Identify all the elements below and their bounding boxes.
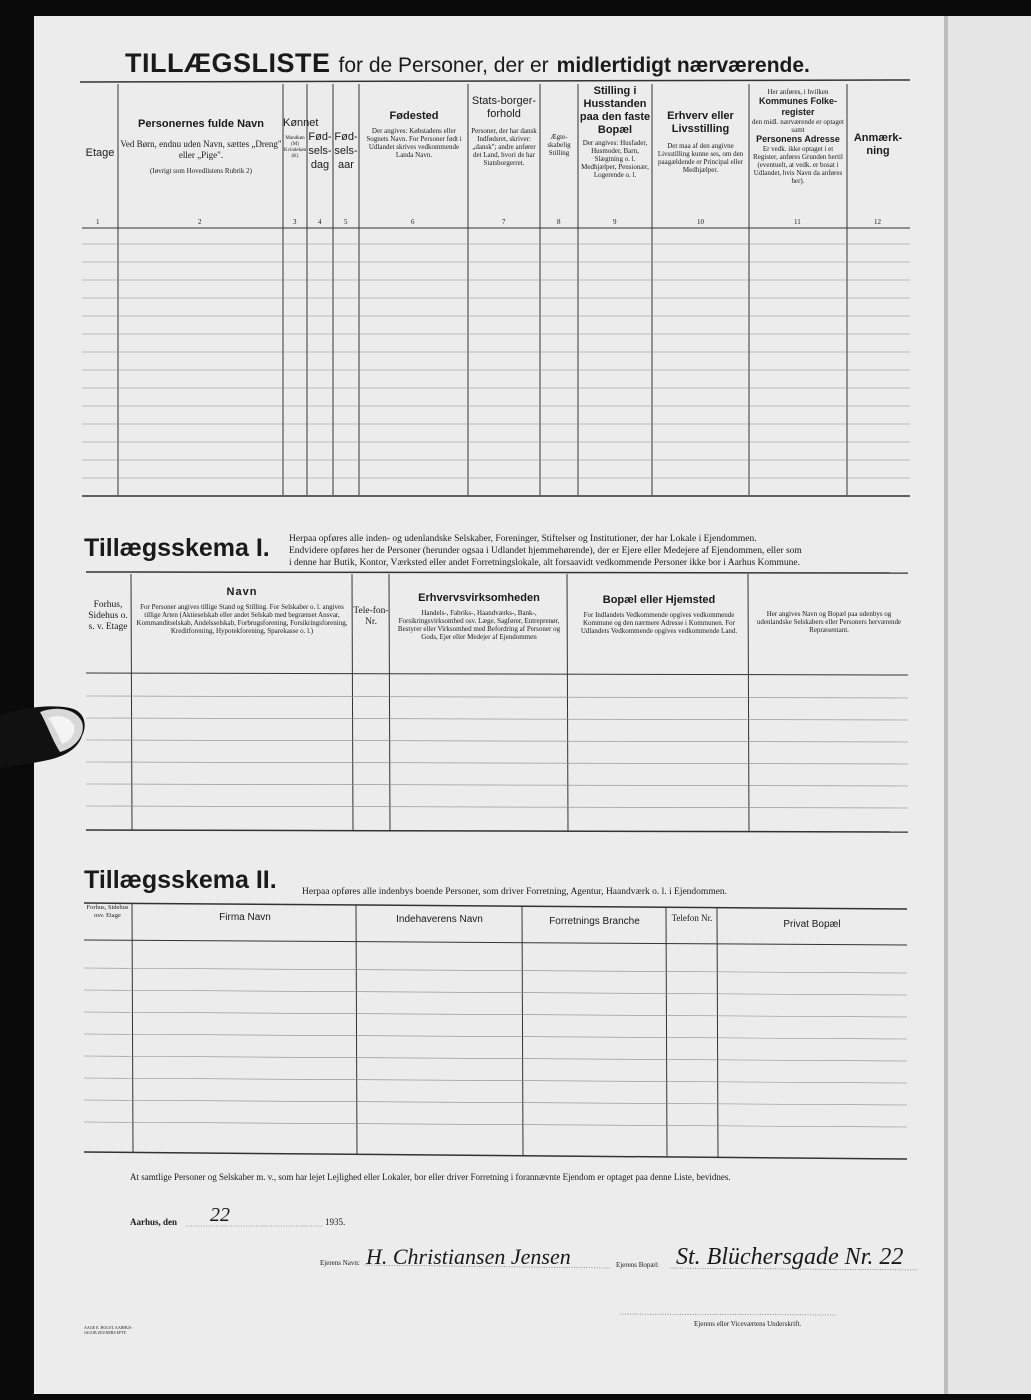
col-number: 2 [198, 218, 202, 226]
main-title [125, 48, 810, 79]
col-number: 12 [874, 218, 881, 226]
section-2-title: Tillægsskema II. [84, 866, 277, 894]
s1-col-etage: Forhus, Sidehus o. s. v. Etage [88, 600, 128, 632]
date-label: Aarhus, den [130, 1217, 178, 1227]
owner-address-label: Ejerens Bopæl: [616, 1261, 659, 1269]
printer-imprint: AAGE E. HOLST, AARHUS · JACOB ZEUNERS EFTF. [84, 1325, 134, 1335]
col-number: 5 [344, 218, 348, 226]
thumb-holding-page [0, 700, 88, 770]
col-number: 1 [96, 218, 100, 226]
col-fodselsdag: Fød-sels-dag [308, 131, 332, 171]
s2-col-bopael: Privat Bopæl [783, 919, 841, 930]
col-number: 4 [318, 218, 322, 226]
section-1-title: Tillægsskema I. [84, 534, 270, 562]
s2-col-branche: Forretnings Branche [549, 916, 640, 927]
col-adresse: Her anføres, i hvilken Kommunes Folke-register den midl. nærværende er optaget samt Personens Adresse Er vedk. ikke optaget i et Register, anføres Grunden hertil (eventuelt, at vedk. er bosat i Udlandet, hvis Navn da anføres her). [752, 88, 844, 185]
signature-label: Ejerens eller Viceværtens Underskrift. [694, 1320, 802, 1328]
attestation-text: At samtlige Personer og Selskaber m. v., som har lejet Lejlighed eller Lokaler, bor eller driver Forretning i forannævnte Ejendom er optaget paa denne Liste, bevidnes. [130, 1172, 731, 1182]
section-1-intro: Herpaa opføres alle inden- og udenlandske Selskaber, Foreninger, Stiftelser og Institutioner, der har Lokale i Ejendommen. Endvidere opføres her de Personer (herunder ogsaa i Udlandet hjemmehørende), der er Ejere eller Medejere af Ejendommen, eller som i denne har Butik, Kontor, Værksted eller andet Forretningslokale, alt forsaavidt vedkommende Personer ikke bor i Aarhus Kommune. [289, 534, 802, 568]
s1-col-erhverv: Erhvervsvirksomheden Handels-, Fabriks-, Haandværks-, Bank-, Forsikringsvirksomhed osv. Læge, Sagfører, Entreprenør, Bestyrer eller Virksomhed med Befordring af Personer og Gods, Ejer eller Medejer af Ejendommen [397, 592, 561, 641]
s2-col-etage: Forhus, Sidehus osv. Etage [86, 904, 129, 919]
main-title-bold: TILLÆGSLISTE [125, 48, 331, 78]
col-number: 6 [411, 218, 415, 226]
col-number: 8 [557, 218, 561, 226]
main-title-end: midlertidigt nærværende. [556, 54, 810, 77]
col-navn: Personernes fulde Navn Ved Børn, endnu uden Navn, sættes „Dreng" eller „Pige". (Iøvrigt som Hovedlistens Rubrik 2) [120, 118, 282, 175]
col-erhverv: Erhverv eller Livsstilling Det maa af den angivne Livsstilling kunne ses, om den paagældende er Principal eller Medhjælper. [657, 110, 744, 174]
section-2-intro: Herpaa opføres alle indenbys boende Personer, som driver Forretning, Agentur, Haandværk o. l. i Ejendommen. [302, 887, 728, 897]
col-statsborger: Stats-borger-forhold Personer, der har dansk Indfødsret, skriver: „dansk"; andre anfører det Land, hvori de har Statsborgerret. [471, 95, 537, 167]
col-aegteskab: Ægte-skabelig Stilling [547, 133, 571, 157]
col-number: 10 [697, 218, 704, 226]
s2-col-firma: Firma Navn [219, 912, 271, 923]
s2-col-telefon: Telefon Nr. [671, 913, 713, 923]
col-etage: Etage [85, 147, 115, 159]
col-fodested: Fødested Der angives: Købstadens eller Sognets Navn. For Personer født i Udlandet skrives vedkommende Landa Navn. [366, 110, 462, 159]
s1-col-repr: Her angives Navn og Bopæl paa udenbys og udenlandske Selskabers eller Personers herværende Repræsentant. [756, 610, 902, 634]
s2-col-indehaver: Indehaverens Navn [396, 914, 483, 925]
s1-col-navn: Navn For Personer angives tillige Stand og Stilling. For Selskaber o. l. angives tillige Arten (Aktieselskab eller andet Selskab med begrænset Ansvar, Kommanditselskab, Andelsselskab, Forbrugsforening, Forsikringsforening, Kreditforening, Hypotekforening, Sparekasse o. l.) [136, 586, 348, 635]
col-number: 3 [293, 218, 297, 226]
col-number: 7 [502, 218, 506, 226]
date-day: 22 [210, 1204, 230, 1226]
col-konnet: Kønnet Mandkøn (M) Kvindekøn (K) [283, 117, 319, 159]
date-year: 1935. [325, 1217, 346, 1227]
col-anmaerkning: Anmærk-ning [853, 132, 903, 157]
col-stilling: Stilling i Husstanden paa den faste Bopæl Der angives: Husfader, Husmoder, Barn, Slægtning o. l. Medhjælper, Pensionær, Logerende o. l. [579, 85, 651, 179]
s1-col-bopael: Bopæl eller Hjemsted For Indlandets Vedkommende opgives vedkommende Kommune og den nærmere Adresse i Kommunen. For Udlandets Vedkommende opgives vedkommende Land. [580, 594, 738, 635]
col-number: 11 [794, 218, 801, 226]
main-title-middle: for de Personer, der er [338, 54, 549, 77]
col-fodselsaar: Fød-sels-aar [334, 131, 358, 171]
owner-name: H. Christiansen Jensen [366, 1244, 571, 1269]
col-number: 9 [613, 218, 617, 226]
s1-col-telefon: Tele-fon-Nr. [353, 606, 389, 627]
owner-name-label: Ejerens Navn: [320, 1259, 360, 1267]
owner-address: St. Blüchersgade Nr. 22 [676, 1244, 904, 1270]
